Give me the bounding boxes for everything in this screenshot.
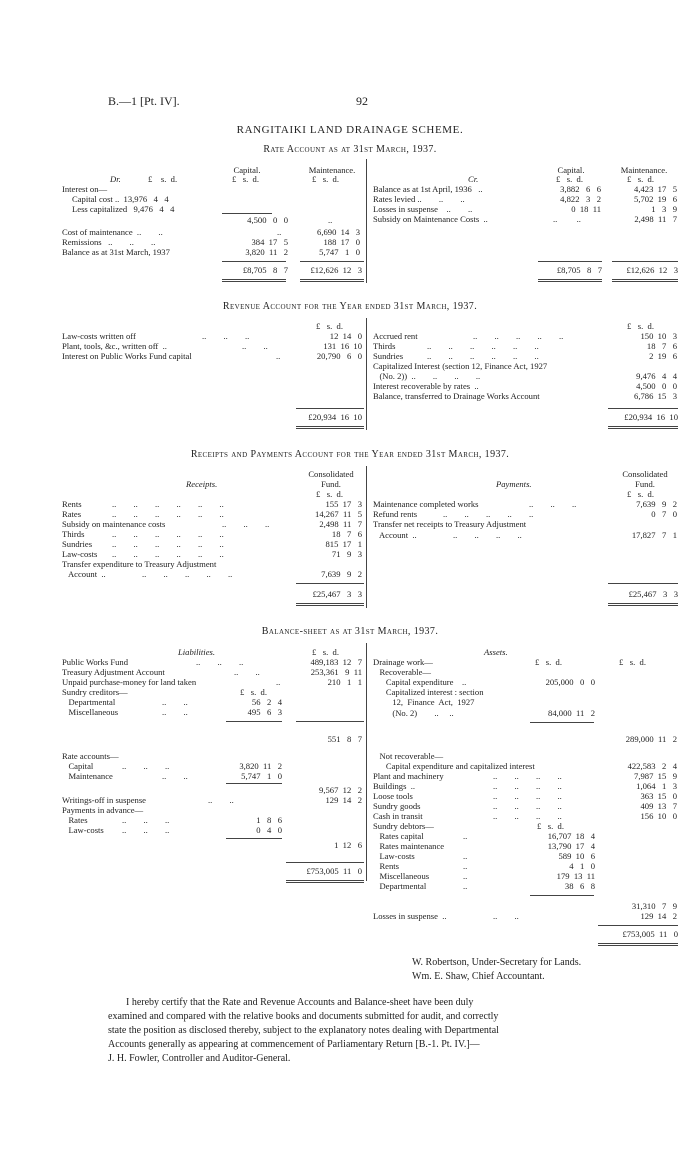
table-row: 289,000 11 2 (625, 734, 677, 744)
table-row: Losses in suspense .. .. 0 18 11 1 3 9 (373, 204, 677, 214)
table-row: Treasury Adjustment Account .. .. 253,361 9 11 (62, 667, 362, 677)
rule (530, 895, 594, 896)
payments-fund-header: Consolidated (622, 469, 668, 479)
table-row: (No. 2) .. .. 84,000 11 2 (373, 708, 595, 718)
table-row: Balance as at 31st March, 1937 3,820 11 2 5,747 1 0 (62, 247, 360, 257)
table-row: Departmental .. 38 6 8 (373, 881, 595, 891)
table-row: Loose tools .. .. .. .. 363 15 0 (373, 791, 677, 801)
table-row: Recoverable— (373, 667, 431, 677)
table-row: Unpaid purchase-money for land taken .. 210 1 1 (62, 677, 362, 687)
table-row: Rates .. .. .. .. .. .. 14,267 11 5 (62, 509, 362, 519)
table-row: Payments in advance— (62, 805, 144, 815)
table-row: 1 12 6 (334, 840, 362, 850)
liabilities-lsd: £ s. d. (312, 647, 339, 657)
balance-sheet-heading: Balance-sheet as at 31st March, 1937. (261, 626, 439, 637)
table-row: Less capitalized 9,476 4 4 (72, 204, 175, 214)
table-row: Plant and machinery .. .. .. .. 7,987 15 9 (373, 771, 677, 781)
double-rule (538, 279, 602, 282)
table-row: 9,567 12 2 (319, 785, 362, 795)
rule (226, 783, 282, 784)
table-row: Rents .. .. .. .. .. .. 155 17 3 (62, 499, 362, 509)
rate-right-maint-header: Maintenance. (620, 165, 668, 175)
revenue-right-lsd: £ s. d. (627, 321, 654, 331)
table-row: (No. 2)) .. .. .. .. 9,476 4 4 (373, 371, 677, 381)
table-row: Capital .. .. .. 3,820 11 2 (62, 761, 282, 771)
rate-divider (366, 159, 367, 283)
double-rule (612, 279, 678, 282)
table-row: Rates maintenance 13,790 17 4 (373, 841, 595, 851)
table-row: Law-costs .. .. .. .. .. .. 71 9 3 (62, 549, 362, 559)
table-row: Thirds .. .. .. .. .. .. 18 7 6 (373, 341, 677, 351)
rule (538, 261, 602, 262)
signature-under-secretary: W. Robertson, Under-Secretary for Lands. (412, 957, 582, 968)
receipts-divider (366, 466, 367, 608)
table-row: Transfer expenditure to Treasury Adjustment (62, 559, 217, 569)
double-rule (300, 279, 364, 282)
payments-lsd: £ s. d. (627, 489, 654, 499)
liabilities-label: Liabilities. (178, 647, 216, 657)
rule (612, 261, 678, 262)
table-row: Balance as at 1st April, 1936 .. 3,882 6 6 4,423 17 5 (373, 184, 677, 194)
revenue-account-heading: Revenue Account for the Year ended 31st March, 1937. (222, 301, 478, 312)
table-row: Buildings .. .. .. .. .. 1,064 1 3 (373, 781, 677, 791)
table-row: Interest on Public Works Fund capital .. 20,790 6 0 (62, 351, 362, 361)
rate-left-lsd-header: £ s. d. (148, 174, 178, 184)
table-row: Public Works Fund .. .. .. 489,183 12 7 (62, 657, 362, 667)
revenue-left-total: £20,934 16 10 (308, 412, 362, 422)
double-rule (296, 603, 364, 606)
rule (608, 583, 678, 584)
table-row: Law-costs written off .. .. .. 12 14 0 (62, 331, 362, 341)
balance-divider (366, 643, 367, 881)
certificate-line: examined and compared with the relative books and documents submitted for audit, and correctly (108, 1011, 499, 1022)
table-row: Balance, transferred to Drainage Works Account 6,786 15 3 (373, 391, 677, 401)
table-row: Sundry debtors— £ s. d. (373, 821, 564, 831)
rate-cr-label: Cr. (468, 174, 479, 184)
rate-left-capital-lsd: £ s. d. (232, 174, 259, 184)
table-row: Accrued rent .. .. .. .. .. 150 10 3 (373, 331, 677, 341)
certificate-line: state the position as disclosed thereby, subject to the explanatory notes dealing with Departmental (108, 1025, 499, 1036)
page-number: 92 (356, 94, 368, 108)
double-rule (608, 426, 678, 429)
table-row: Maintenance completed works .. .. .. 7,639 9 2 (373, 499, 677, 509)
table-row: Refund rents .. .. .. .. .. 0 7 0 (373, 509, 677, 519)
receipts-fund-header-2: Fund. (321, 479, 341, 489)
receipts-payments-heading: Receipts and Payments Account for the Year ended 31st March, 1937. (190, 449, 510, 460)
table-row: Law-costs .. .. .. 0 4 0 (62, 825, 282, 835)
rule (608, 408, 678, 409)
table-row: Interest on— (62, 184, 108, 194)
revenue-divider (366, 318, 367, 430)
table-row: Writings-off in suspense .. .. 129 14 2 (62, 795, 362, 805)
table-row: Cost of maintenance .. .. .. 6,690 14 3 (62, 227, 360, 237)
table-row: Capitalized Interest (section 12, Finance Act, 1927 (373, 361, 548, 371)
rule (226, 838, 282, 839)
table-row: Losses in suspense .. .. .. 129 14 2 (373, 911, 677, 921)
table-row: Capital expenditure and capitalized interest 422,583 2 4 (373, 761, 677, 771)
certificate-line: Accounts generally as appearing at commencement of Parliamentary Return [B.-1. Pt. IV.]— (108, 1039, 480, 1050)
payments-fund-header-2: Fund. (635, 479, 655, 489)
table-row: Subsidy on maintenance costs .. .. .. 2,498 11 7 (62, 519, 362, 529)
assets-label: Assets. (484, 647, 508, 657)
double-rule (222, 279, 286, 282)
double-rule (608, 603, 678, 606)
table-row: Law-costs .. 589 10 6 (373, 851, 595, 861)
rule (222, 261, 286, 262)
revenue-left-lsd: £ s. d. (316, 321, 343, 331)
table-row: 31,310 7 9 (631, 901, 677, 911)
double-rule (598, 943, 678, 946)
rate-right-total-capital: £8,705 8 7 (556, 265, 602, 275)
rate-right-capital-lsd: £ s. d. (556, 174, 583, 184)
assets-total: £753,005 11 0 (622, 929, 678, 939)
table-row: 551 8 7 (327, 734, 362, 744)
table-row: Plant, tools, &c., written off .. .. .. 131 16 10 (62, 341, 362, 351)
rate-dr-label: Dr. (110, 174, 121, 184)
table-row: Miscellaneous .. .. 495 6 3 (62, 707, 282, 717)
table-row: Miscellaneous .. 179 13 11 (373, 871, 595, 881)
receipts-fund-header: Consolidated (308, 469, 354, 479)
rule (300, 261, 364, 262)
rate-account-heading: Rate Account as at 31st March, 1937. (263, 144, 437, 155)
table-row: Capital expenditure .. 205,000 0 0 (373, 677, 595, 687)
revenue-right-total: £20,934 16 10 (624, 412, 678, 422)
table-row: Rates .. .. .. 1 8 6 (62, 815, 282, 825)
rule (530, 722, 594, 723)
double-rule (286, 880, 364, 883)
table-row: Account .. .. .. .. .. 17,827 7 1 (373, 530, 677, 540)
table-row: Rates capital .. 16,707 18 4 (373, 831, 595, 841)
payments-total: £25,467 3 3 (628, 589, 678, 599)
table-row: Rents .. 4 1 0 (373, 861, 595, 871)
table-row: Subsidy on Maintenance Costs .. .. .. 2,498 11 7 (373, 214, 677, 224)
receipts-total: £25,467 3 3 (312, 589, 362, 599)
table-row: Account .. .. .. .. .. .. 7,639 9 2 (62, 569, 362, 579)
table-row: Remissions .. .. .. 384 17 5 188 17 0 (62, 237, 360, 247)
table-row: Drainage work— £ s. d. £ s. d. (373, 657, 646, 667)
rate-right-maint-lsd: £ s. d. (627, 174, 654, 184)
payments-label: Payments. (496, 479, 532, 489)
table-row: Rates levied .. .. .. 4,822 3 2 5,702 19 6 (373, 194, 677, 204)
page-reference: B.—1 [Pt. IV]. (108, 94, 180, 108)
liabilities-total: £753,005 11 0 (306, 866, 362, 876)
rate-right-capital-header: Capital. (557, 165, 585, 175)
table-row: Rate accounts— (62, 751, 119, 761)
table-row: Departmental .. .. 56 2 4 (62, 697, 282, 707)
rule (296, 583, 364, 584)
rate-right-total-maint: £12,626 12 3 (626, 265, 678, 275)
receipts-label: Receipts. (186, 479, 218, 489)
table-row: Cash in transit .. .. .. .. 156 10 0 (373, 811, 677, 821)
double-rule (296, 426, 364, 429)
rule (598, 925, 678, 926)
table-row: Sundries .. .. .. .. .. .. 2 19 6 (373, 351, 677, 361)
rule (286, 862, 364, 863)
rate-left-capital-header: Capital. (233, 165, 261, 175)
rate-left-maint-header: Maintenance. (308, 165, 356, 175)
table-row: Transfer net receipts to Treasury Adjustment (373, 519, 527, 529)
signature-chief-accountant: Wm. E. Shaw, Chief Accountant. (412, 971, 545, 982)
table-row: Thirds .. .. .. .. .. .. 18 7 6 (62, 529, 362, 539)
rule (226, 721, 282, 722)
table-row: Capitalized interest : section (373, 687, 484, 697)
document-title: RANGITAIKI LAND DRAINAGE SCHEME. (236, 124, 464, 136)
certificate-line: I hereby certify that the Rate and Revenue Accounts and Balance-sheet have been duly (126, 997, 474, 1008)
rate-left-maint-lsd: £ s. d. (312, 174, 339, 184)
rate-left-total-maint: £12,626 12 3 (310, 265, 362, 275)
certificate-line: J. H. Fowler, Controller and Auditor-General. (108, 1053, 291, 1064)
table-row: Sundries .. .. .. .. .. .. 815 17 1 (62, 539, 362, 549)
table-row: Maintenance .. .. 5,747 1 0 (62, 771, 282, 781)
table-row: Capital cost .. 13,976 4 4 (72, 194, 169, 204)
receipts-lsd: £ s. d. (316, 489, 343, 499)
table-row: Sundry goods .. .. .. .. 409 13 7 (373, 801, 677, 811)
rule (296, 408, 364, 409)
table-row: 4,500 0 0 .. (247, 215, 333, 225)
rule (296, 721, 364, 722)
table-row: Not recoverable— (373, 751, 444, 761)
table-row: 12, Finance Act, 1927 (373, 697, 475, 707)
rule (222, 213, 272, 214)
table-row: Sundry creditors— £ s. d. (62, 687, 267, 697)
rate-left-total-capital: £8,705 8 7 (242, 265, 288, 275)
table-row: Interest recoverable by rates .. 4,500 0 0 (373, 381, 677, 391)
